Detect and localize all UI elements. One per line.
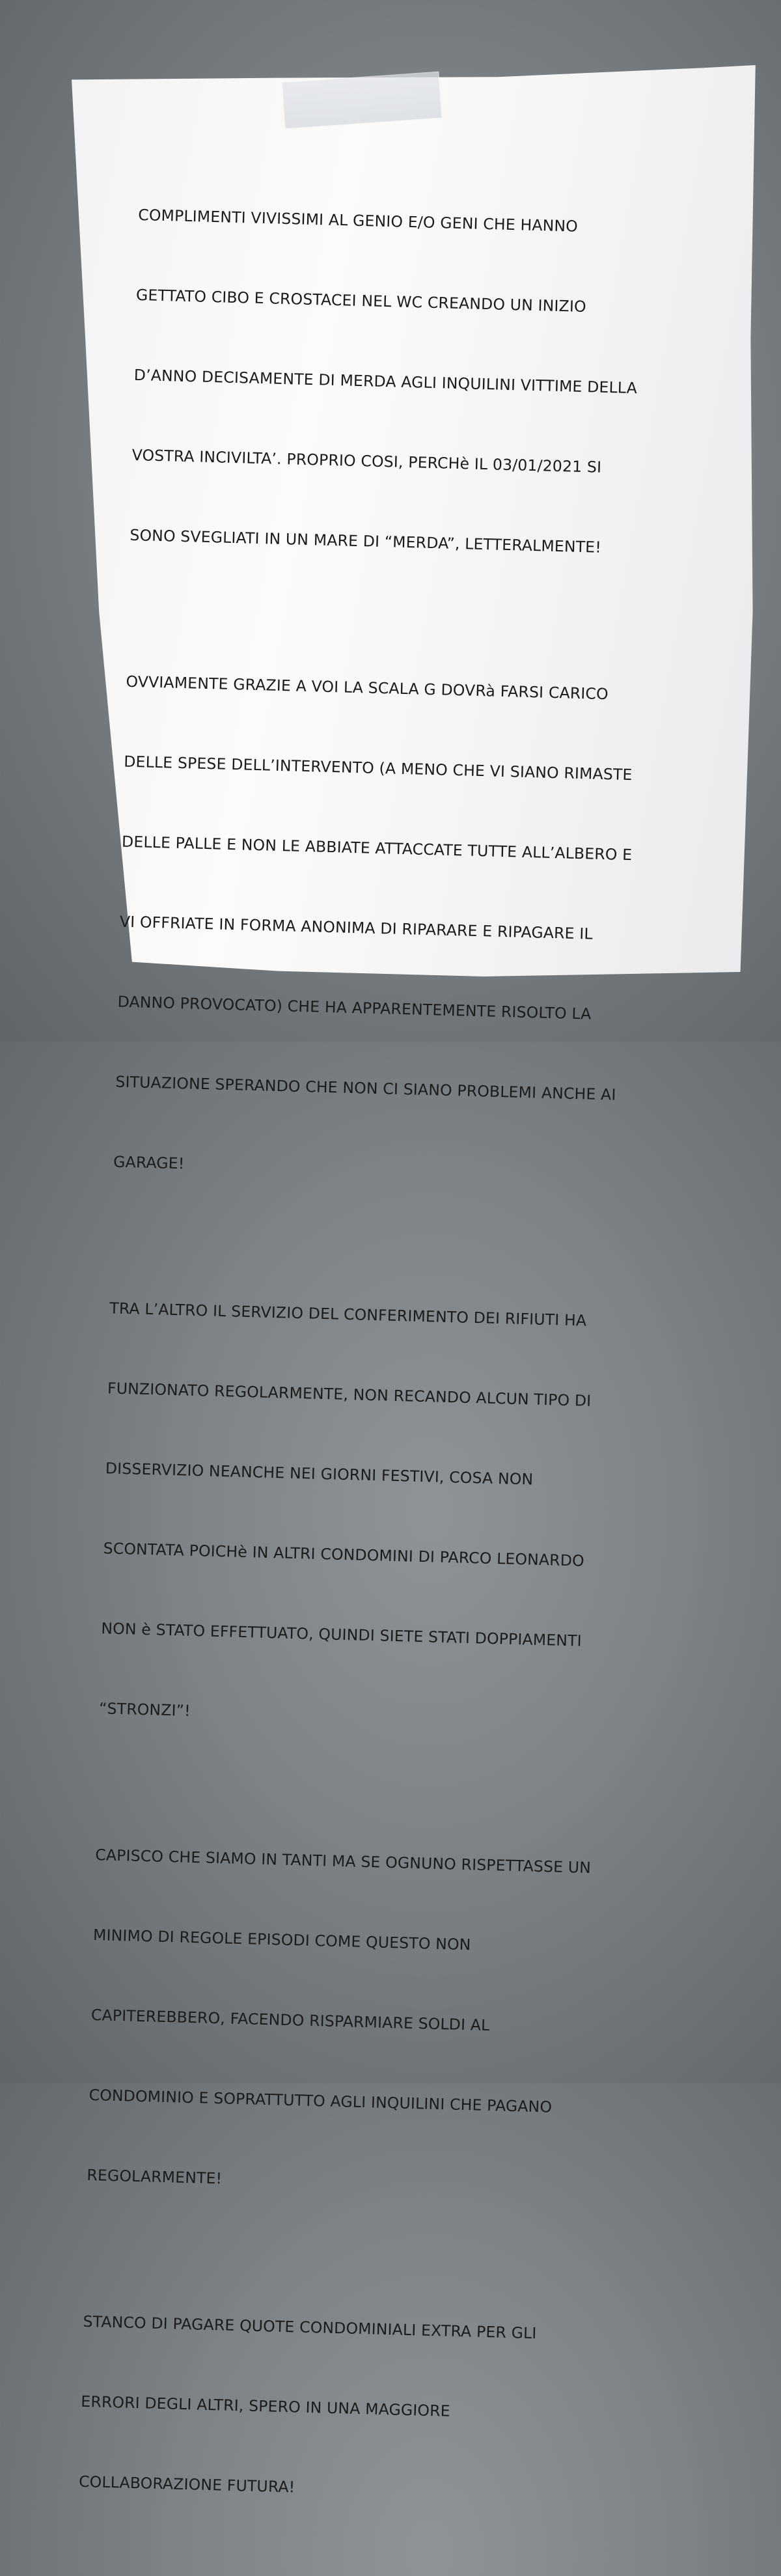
notice-line: NON è STATO EFFETTUATO, QUINDI SIETE STATI DOPPIAMENTI — [101, 1619, 582, 1650]
notice-line: VI OFFRIATE IN FORMA ANONIMA DI RIPARARE E RIPAGARE IL — [119, 912, 594, 943]
notice-line: GETTATO CIBO E CROSTACEI NEL WC CREANDO UN INIZIO — [135, 285, 587, 316]
notice-line: SITUAZIONE SPERANDO CHE NON CI SIANO PROBLEMI ANCHE AI — [115, 1072, 616, 1104]
notice-line: VOSTRA INCIVILTA’. PROPRIO COSI, PERCHè IL 03/01/2021 SI — [131, 445, 602, 477]
notice-paragraph-4 — [85, 1788, 644, 2256]
notice-line: SONO SVEGLIATI IN UN MARE DI “MERDA”, LETTERALMENTE! — [130, 525, 602, 557]
notice-line: REGOLARMENTE! — [87, 2165, 223, 2188]
notice-line: CAPISCO CHE SIAMO IN TANTI MA SE OGNUNO RISPETTASSE UN — [94, 1846, 592, 1877]
notice-line: D’ANNO DECISAMENTE DI MERDA AGLI INQUILINI VITTIME DELLA — [133, 365, 638, 398]
notice-paragraph-5 — [77, 2255, 631, 2563]
notice-line: DISSERVIZIO NEANCHE NEI GIORNI FESTIVI, COSA NON — [105, 1459, 534, 1489]
notice-line: CONDOMINIO E SOPRATTUTTO AGLI INQUILINI CHE PAGANO — [89, 2085, 553, 2116]
notice-line: MINIMO DI REGOLE EPISODI COME QUESTO NON — [92, 1926, 471, 1954]
notice-line: DELLE PALLE E NON LE ABBIATE ATTACCATE TUTTE ALL’ALBERO E — [121, 832, 633, 865]
notice-paragraph-1 — [128, 148, 687, 616]
notice-line: ERRORI DEGLI ALTRI, SPERO IN UNA MAGGIORE — [81, 2392, 451, 2420]
notice-line: TRA L’ALTRO IL SERVIZIO DEL CONFERIMENTO DEI RIFIUTI HA — [109, 1299, 587, 1330]
notice-line: COMPLIMENTI VIVISSIMI AL GENIO E/O GENI CHE HANNO — [137, 205, 579, 236]
notice-paragraph-2 — [112, 615, 674, 1243]
notice-line: FUNZIONATO REGOLARMENTE, NON RECANDO ALCUN TIPO DI — [107, 1379, 592, 1410]
notice-line: GARAGE! — [113, 1152, 185, 1173]
notice-text — [77, 148, 687, 2576]
notice-line: CAPITEREBBERO, FACENDO RISPARMIARE SOLDI AL — [90, 2006, 490, 2035]
notice-line: STANCO DI PAGARE QUOTE CONDOMINIALI EXTRA PER GLI — [83, 2312, 537, 2343]
notice-line: OVVIAMENTE GRAZIE A VOI LA SCALA G DOVRà FARSI CARICO — [126, 672, 609, 704]
notice-paragraph-3 — [98, 1241, 658, 1790]
notice-line: DELLE SPESE DELL’INTERVENTO (A MENO CHE VI SIANO RIMASTE — [123, 752, 633, 784]
notice-line: COLLABORAZIONE FUTURA! — [78, 2472, 295, 2497]
notice-line: DANNO PROVOCATO) CHE HA APPARENTEMENTE RISOLTO LA — [117, 992, 592, 1023]
notice-line: “STRONZI”! — [98, 1699, 191, 1720]
notice-line: SCONTATA POICHè IN ALTRI CONDOMINI DI PARCO LEONARDO — [103, 1539, 585, 1570]
